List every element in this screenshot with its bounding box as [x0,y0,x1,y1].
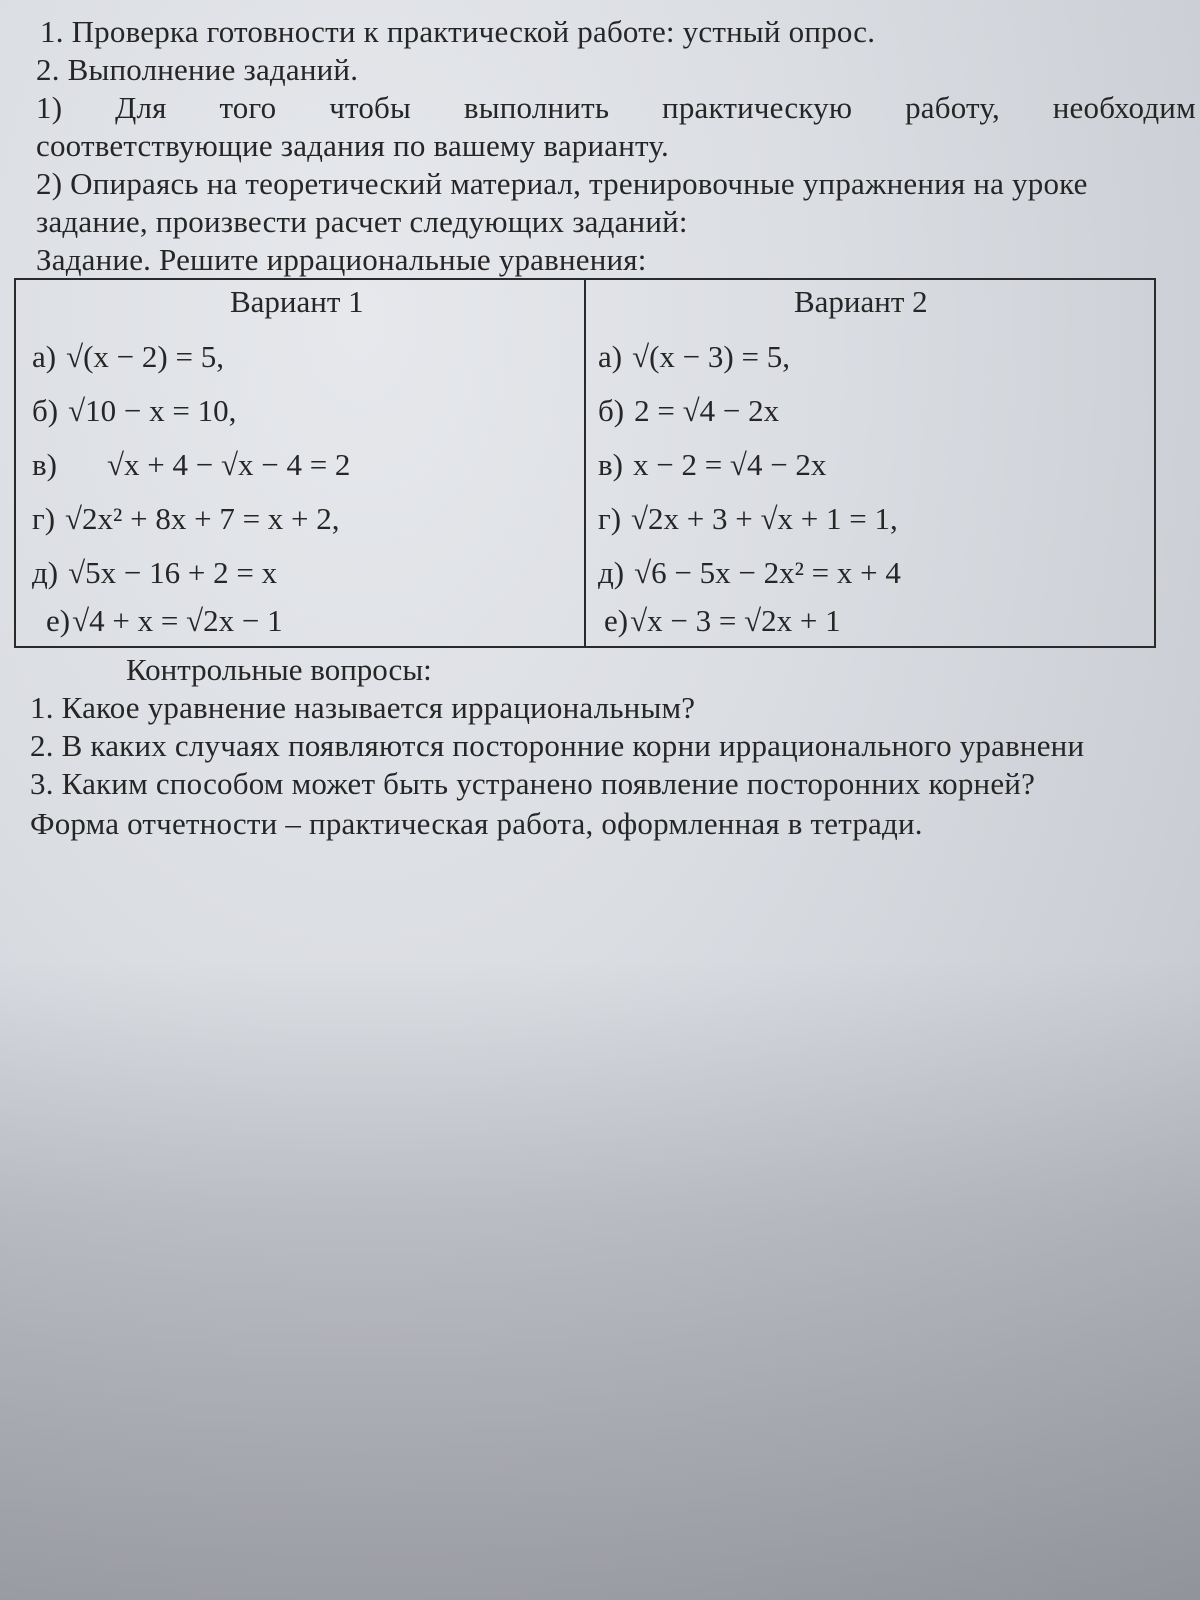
equation-text: x − 2 = √4 − 2x [632,447,827,482]
variant-2-equation [598,554,901,592]
equation-text: √4 + x = √2x − 1 [72,603,283,638]
control-question: 2. В каких случаях появляются посторонние корни иррационального уравнени [30,728,1085,763]
intro-line-3-word: выполнить [463,90,610,125]
intro-line-2: 2. Выполнение заданий. [36,52,359,87]
task-heading: Задание. Решите иррациональные уравнения: [36,242,647,277]
equation-text: √(x − 2) = 5, [66,339,224,374]
equation-text: 2 = √4 − 2x [634,393,780,428]
table-column-divider [584,280,586,646]
variant-2-equation [598,392,779,430]
equation-label: а) [32,339,57,374]
variant-2-equation [598,446,826,484]
photo-shadow [0,960,1200,1600]
intro-line-3 [36,90,1196,126]
intro-line-5: 2) Опираясь на теоретический материал, тренировочные упражнения на уроке [36,166,1088,201]
equation-text: √x + 4 − √x − 4 = 2 [106,447,351,482]
intro-line-3-word: необходим [1052,90,1196,125]
variant-1-equation [32,392,236,430]
equation-label: б) [598,393,625,428]
equation-label: г) [598,501,622,536]
equation-text: √2x² + 8x + 7 = x + 2, [65,501,340,536]
equation-label: а) [598,339,623,374]
variant-2-equation [598,500,898,538]
variant-2-heading: Вариант 2 [794,284,928,319]
control-question: 1. Какое уравнение называется иррациональным? [30,690,696,725]
intro-line-3-word: Для [115,90,167,125]
report-form-line: Форма отчетности – практическая работа, оформленная в тетради. [30,806,923,841]
variant-1-equation [32,554,277,592]
equation-label: е) [46,603,71,638]
control-questions-title: Контрольные вопросы: [126,652,432,687]
variant-2-equation [604,602,841,640]
equation-label: е) [604,603,629,638]
equation-text: √2x + 3 + √x + 1 = 1, [631,501,898,536]
variant-2-equation [598,338,790,376]
equation-text: √5x − 16 + 2 = x [68,555,278,590]
intro-line-3-word: того [219,90,277,125]
variant-1-equation [46,602,283,640]
control-question: 3. Каким способом может быть устранено появление посторонних корней? [30,766,1036,801]
intro-line-3-word: чтобы [329,90,412,125]
equation-text: √x − 3 = √2x + 1 [630,603,841,638]
intro-line-1: 1. Проверка готовности к практической работе: устный опрос. [40,14,876,49]
equation-label: в) [598,447,623,482]
variant-1-equation [32,500,340,538]
variant-1-equation [32,338,224,376]
equation-label: г) [32,501,56,536]
equation-label: д) [32,555,59,590]
intro-line-3-word: работу, [905,90,1000,125]
equation-text: √(x − 3) = 5, [632,339,790,374]
intro-line-3-word: практическую [662,90,853,125]
intro-line-4: соответствующие задания по вашему варианту. [36,128,669,163]
equation-label: в) [32,447,57,482]
variant-1-equation [32,446,350,484]
equation-label: д) [598,555,625,590]
equations-table [14,278,1156,648]
intro-line-6: задание, произвести расчет следующих заданий: [36,204,688,239]
variant-1-heading: Вариант 1 [230,284,364,319]
intro-line-3-word: 1) [36,90,63,125]
equation-text: √10 − x = 10, [68,393,237,428]
equation-text: √6 − 5x − 2x² = x + 4 [634,555,901,590]
equation-label: б) [32,393,59,428]
